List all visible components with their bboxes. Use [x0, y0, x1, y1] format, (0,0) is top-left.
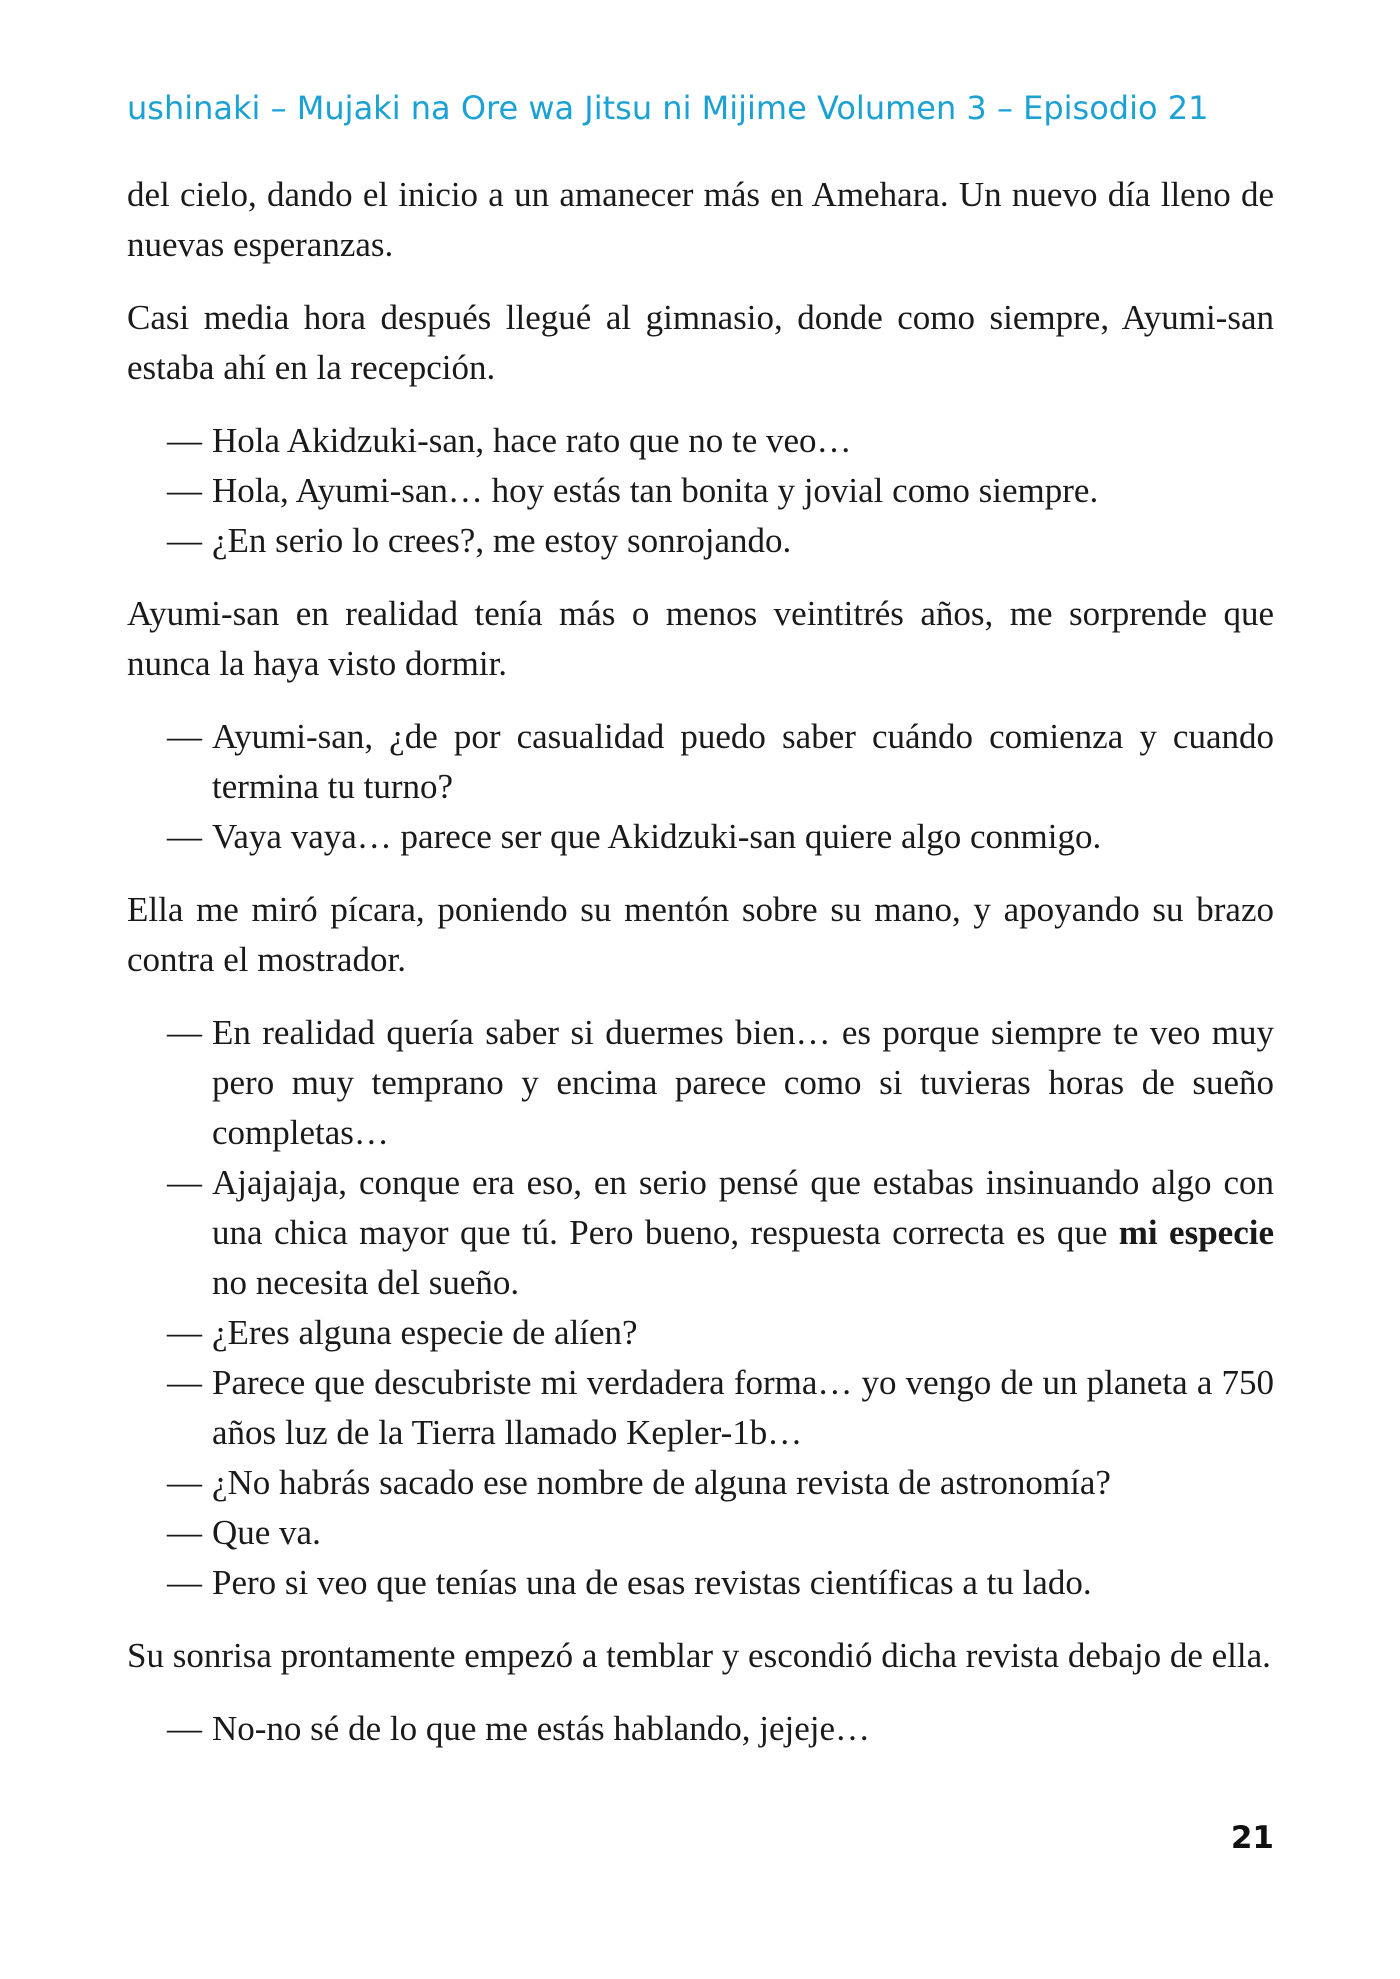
dialogue-line: [127, 466, 1274, 516]
dialogue-block: [127, 712, 1274, 862]
bold-emphasis: mi especie: [1118, 1213, 1274, 1252]
dialogue-text: ¿No habrás sacado ese nombre de alguna revista de astronomía?: [212, 1463, 1111, 1502]
dialogue-line: [127, 1704, 1274, 1754]
dialogue-line: [127, 416, 1274, 466]
dialogue-text: Ayumi-san, ¿de por casualidad puedo saber cuándo comienza y cuando termina tu turno?: [212, 717, 1274, 806]
dialogue-line: [127, 1158, 1274, 1308]
em-dash: —: [167, 817, 202, 856]
em-dash: —: [167, 1163, 202, 1202]
dialogue-text: Ajajajaja, conque era eso, en serio pensé que estabas insinuando algo con una chica mayor que tú. Pero bueno, respuesta correcta es que: [212, 1163, 1274, 1252]
dialogue-block: [127, 1704, 1274, 1754]
em-dash: —: [167, 471, 202, 510]
em-dash: —: [167, 1513, 202, 1552]
dialogue-block: [127, 416, 1274, 566]
page-number: 21: [1230, 1820, 1274, 1856]
dialogue-text: Que va.: [212, 1513, 321, 1552]
em-dash: —: [167, 521, 202, 560]
dialogue-text: ¿Eres alguna especie de alíen?: [212, 1313, 638, 1352]
em-dash: —: [167, 421, 202, 460]
dialogue-line: [127, 1008, 1274, 1158]
dialogue-line: [127, 1458, 1274, 1508]
dialogue-line: [127, 1358, 1274, 1458]
dialogue-line: [127, 1508, 1274, 1558]
em-dash: —: [167, 717, 202, 756]
dialogue-line: [127, 1308, 1274, 1358]
dialogue-block: [127, 1008, 1274, 1608]
paragraph: del cielo, dando el inicio a un amanecer más en Amehara. Un nuevo día lleno de nuevas esperanzas.: [127, 175, 1274, 264]
dialogue-text: no necesita del sueño.: [212, 1263, 520, 1302]
dialogue-text: ¿En serio lo crees?, me estoy sonrojando.: [212, 521, 792, 560]
em-dash: —: [167, 1363, 202, 1402]
em-dash: —: [167, 1013, 202, 1052]
book-page: [127, 86, 1274, 1777]
paragraph: Su sonrisa prontamente empezó a temblar y escondió dicha revista debajo de ella.: [127, 1636, 1271, 1675]
dialogue-line: [127, 712, 1274, 812]
em-dash: —: [167, 1463, 202, 1502]
dialogue-text: Pero si veo que tenías una de esas revistas científicas a tu lado.: [212, 1563, 1092, 1602]
dialogue-text: Vaya vaya… parece ser que Akidzuki-san quiere algo conmigo.: [212, 817, 1102, 856]
page-body: [127, 170, 1274, 1754]
running-header: ushinaki – Mujaki na Ore wa Jitsu ni Mijime Volumen 3 – Episodio 21: [127, 89, 1209, 127]
dialogue-text: Hola, Ayumi-san… hoy estás tan bonita y jovial como siempre.: [212, 471, 1099, 510]
dialogue-line: [127, 812, 1274, 862]
paragraph: Casi media hora después llegué al gimnasio, donde como siempre, Ayumi-san estaba ahí en la recepción.: [127, 298, 1274, 387]
paragraph: Ayumi-san en realidad tenía más o menos veintitrés años, me sorprende que nunca la haya visto dormir.: [127, 594, 1274, 683]
em-dash: —: [167, 1313, 202, 1352]
paragraph: Ella me miró pícara, poniendo su mentón sobre su mano, y apoyando su brazo contra el mostrador.: [127, 890, 1274, 979]
dialogue-text: Parece que descubriste mi verdadera forma… yo vengo de un planeta a 750 años luz de la Tierra llamado Kepler-1b…: [212, 1363, 1274, 1452]
dialogue-line: [127, 516, 1274, 566]
dialogue-text: En realidad quería saber si duermes bien… es porque siempre te veo muy pero muy temprano y encima parece como si tuvieras horas de sueño completas…: [212, 1013, 1274, 1152]
em-dash: —: [167, 1709, 202, 1748]
dialogue-text: No-no sé de lo que me estás hablando, jejeje…: [212, 1709, 870, 1748]
dialogue-line: [127, 1558, 1274, 1608]
dialogue-text: Hola Akidzuki-san, hace rato que no te veo…: [212, 421, 852, 460]
em-dash: —: [167, 1563, 202, 1602]
